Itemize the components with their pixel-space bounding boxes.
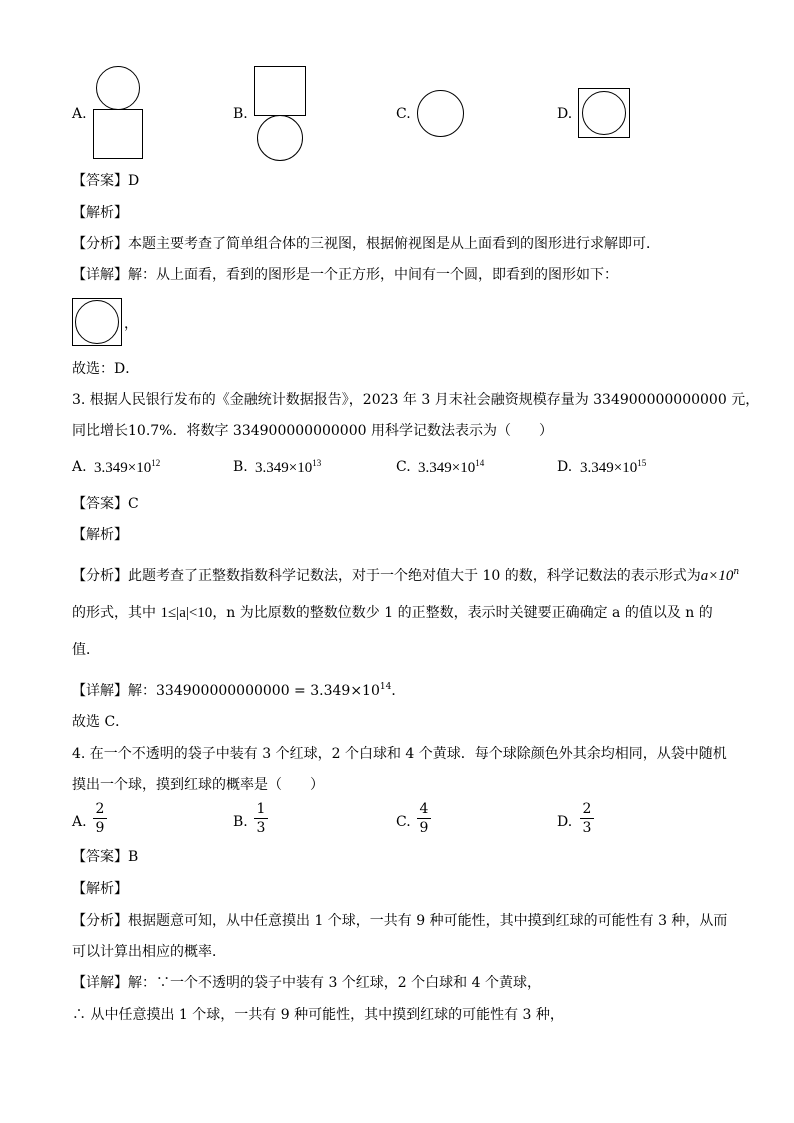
circle-shape [75, 300, 119, 344]
q3-conclusion: 故选 C． [72, 714, 130, 730]
q2-conclusion: 故选：D． [72, 361, 140, 377]
fraction: 1 3 [254, 801, 268, 836]
option-label: B. [233, 106, 248, 122]
circle-shape [582, 91, 626, 135]
square-shape [93, 109, 143, 159]
option-label: B. [233, 814, 248, 830]
option-label: A. [72, 814, 87, 830]
option-label: A. [72, 106, 87, 122]
option-label: D. [557, 106, 573, 122]
option-label: B. [233, 459, 248, 475]
q3-analysis-title: 【解析】 [72, 527, 128, 543]
option-value: $3.349\times 10^{12}$ [94, 458, 161, 476]
circle-shape [417, 90, 464, 137]
square-shape [254, 66, 306, 116]
q3-stem-line2: 同比增长10.7%．将数字 334900000000000 用科学记数法表示为（ ） [72, 423, 553, 439]
q4-xiangjie-line2: ∴ 从中任意摸出 1 个球，一共有 9 种可能性，其中摸到红球的可能性有 3 种， [72, 1007, 564, 1023]
q3-stem-line1: 3. 根据人民银行发布的《金融统计数据报告》，2023 年 3 月末社会融资规模存量为 334900000000000 元， [72, 392, 760, 408]
q2-analysis-title: 【解析】 [72, 205, 128, 221]
q3-fenxi-line1: 【分析】此题考查了正整数指数科学记数法，对于一个绝对值大于 10 的数，科学记数法的表示形式为$a\times 10^n$ [72, 567, 740, 584]
option-label: C. [396, 814, 411, 830]
option-value: $3.349\times 10^{15}$ [580, 458, 647, 476]
figure-comma: ， [124, 316, 138, 332]
q4-xiangjie-line1: 【详解】解：∵一个不透明的袋子中装有 3 个红球，2 个白球和 4 个黄球， [72, 975, 541, 991]
fraction: 2 3 [580, 801, 594, 836]
circle-shape [96, 66, 140, 110]
q4-fenxi-line1: 【分析】根据题意可知，从中任意摸出 1 个球，一共有 9 种可能性，其中摸到红球的可能性有 3 种，从而 [72, 913, 728, 929]
q3-fenxi-line3: 值． [72, 642, 100, 658]
option-label: C. [396, 459, 411, 475]
q4-stem-line2: 摸出一个球，摸到红球的概率是（ ） [72, 777, 324, 793]
circle-shape [257, 115, 303, 161]
option-value: $3.349\times 10^{14}$ [418, 458, 485, 476]
q3-xiangjie: 【详解】解：$334900000000000 = 3.349\times 10^{14}$． [72, 682, 406, 699]
option-label: C. [396, 106, 411, 122]
q2-answer: 【答案】D [72, 173, 140, 189]
q3-fenxi-line2: 的形式，其中 1≤|a|<10，n 为比原数的整数位数少 1 的正整数，表示时关键要正确确定 a 的值以及 n 的 [72, 605, 713, 621]
option-label: A. [72, 459, 87, 475]
q2-xiangjie: 【详解】解：从上面看，看到的图形是一个正方形，中间有一个圆，即看到的图形如下： [72, 267, 618, 283]
option-label: D. [557, 459, 573, 475]
q4-stem-line1: 4. 在一个不透明的袋子中装有 3 个红球，2 个白球和 4 个黄球．每个球除颜色外其余均相同，从袋中随机 [72, 746, 727, 762]
q4-fenxi-line2: 可以计算出相应的概率． [72, 944, 226, 960]
q4-analysis-title: 【解析】 [72, 881, 128, 897]
q3-answer: 【答案】C [72, 496, 139, 512]
option-label: D. [557, 814, 573, 830]
fraction: 4 9 [417, 801, 431, 836]
option-value: $3.349\times 10^{13}$ [255, 458, 322, 476]
q2-fenxi: 【分析】本题主要考查了简单组合体的三视图，根据俯视图是从上面看到的图形进行求解即可． [72, 236, 660, 252]
q4-answer: 【答案】B [72, 849, 139, 865]
fraction: 2 9 [93, 801, 107, 836]
